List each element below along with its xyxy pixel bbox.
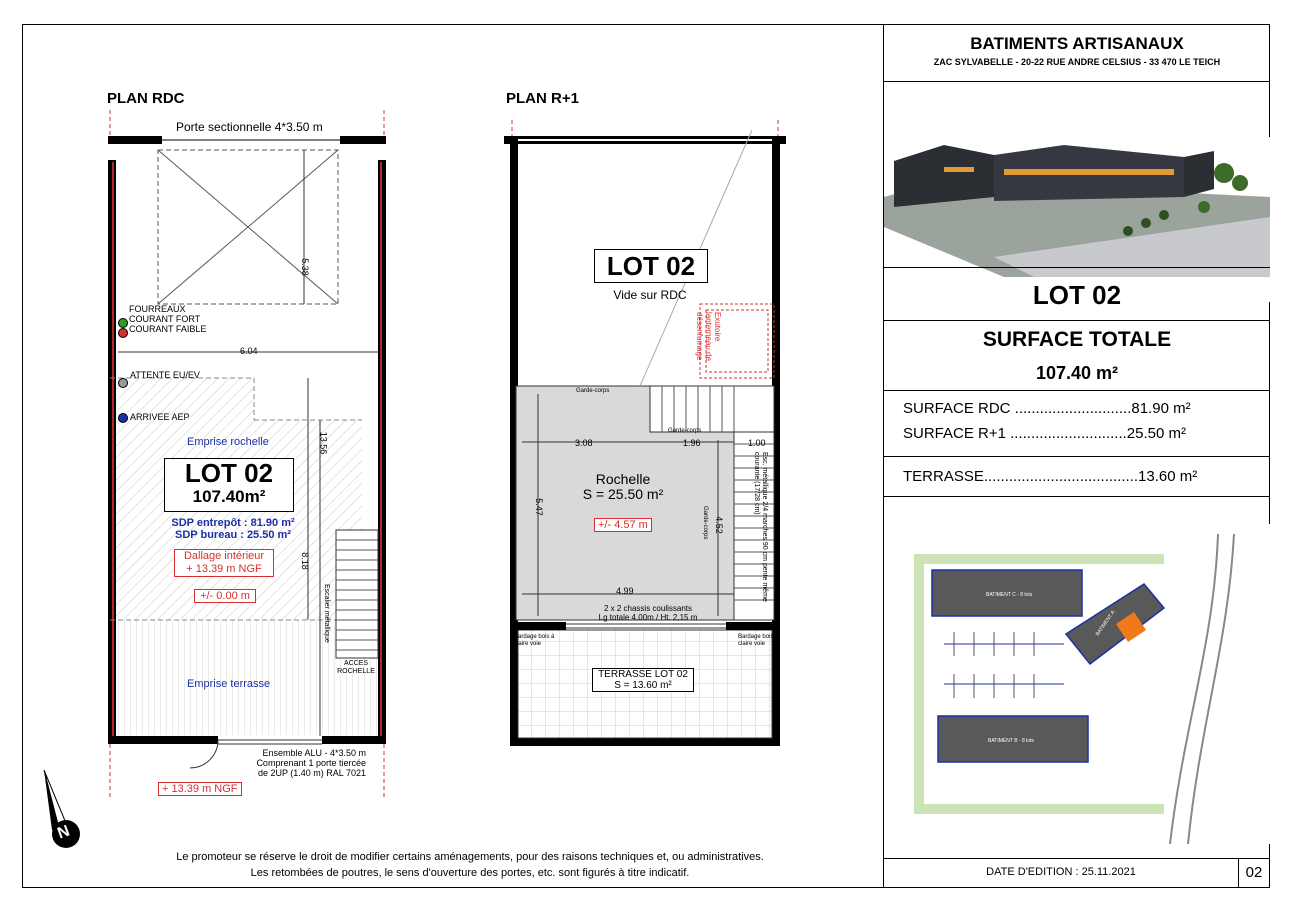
plan-rdc-title: PLAN RDC: [107, 90, 185, 107]
rochelle-label: Rochelle S = 25.50 m²: [582, 471, 664, 502]
arrivee-dot: [118, 413, 128, 423]
surface-totale-label: SURFACE TOTALE: [982, 328, 1172, 351]
plan-r1-title: PLAN R+1: [506, 90, 579, 107]
wall-bottom-right: [322, 736, 386, 744]
building-rendering: [884, 137, 1270, 302]
site-plan: [884, 524, 1270, 844]
stair: [336, 530, 378, 658]
surface-totale-value: 107.40 m²: [1035, 363, 1119, 383]
terrasse-box: TERRASSE LOT 02 S = 13.60 m²: [592, 668, 694, 692]
bardage-left: Bardage bois à claire voie: [514, 634, 555, 647]
surface-r1: SURFACE R+1 ............................25.50 m²: [903, 425, 1187, 442]
lot-box-r1: LOT 02: [594, 249, 708, 283]
emprise-rochelle-label: Emprise rochelle: [187, 436, 269, 448]
dim-452: 4.52: [713, 516, 724, 534]
level-rdc: +/- 0.00 m: [194, 589, 256, 603]
north-arrow: [38, 770, 94, 866]
exutoire-label: Exutoire lanterneau de désenfumage: [695, 312, 722, 361]
sdp-block: SDP entrepôt : 81.90 m² SDP bureau : 25.50 m²: [171, 517, 295, 541]
info-panel: [883, 24, 1270, 888]
emprise-terrasse-label: Emprise terrasse: [187, 678, 271, 690]
r1-stair-top: [650, 386, 774, 432]
garde-corps-2: Garde-corps: [668, 428, 702, 434]
panel-title: BATIMENTS ARTISANAUX: [970, 34, 1184, 53]
fourreaux-label: FOURREAUX COURANT FORT COURANT FAIBLE: [129, 304, 207, 334]
dim-818: 8.18: [299, 552, 310, 570]
dallage-box: Dallage intérieur + 13.39 m NGF: [174, 549, 274, 577]
edition-date: DATE D'EDITION : 25.11.2021: [986, 866, 1136, 878]
bat-b-label: BATIMENT B - 8 lots: [988, 738, 1034, 744]
porte-label: Porte sectionnelle 4*3.50 m: [176, 120, 323, 134]
dim-308: 3.08: [575, 438, 593, 448]
north-label: N: [55, 822, 72, 843]
courant-fort-dot: [118, 318, 128, 328]
garde-corps-1: Garde-corps: [576, 388, 610, 394]
escalier-label: Escalier métallique: [323, 584, 330, 643]
wall-top-left: [108, 136, 162, 144]
surface-rdc: SURFACE RDC ............................81.90 m²: [903, 400, 1191, 417]
garde-corps-3: Garde-corps: [702, 506, 708, 540]
dim-196: 1.96: [683, 438, 701, 448]
dim-499: 4.99: [616, 586, 634, 596]
esc-label: Esc. métallique 2/4 marches 90 cm pente même courante (17/28 cm): [753, 452, 768, 602]
bat-c-label: BATIMENT C - 8 lots: [986, 592, 1033, 598]
lot-box-rdc: [164, 458, 294, 512]
attente-dot: [118, 378, 128, 388]
ngf-label: + 13.39 m NGF: [158, 782, 242, 796]
dim-100: 1.00: [748, 438, 766, 448]
dim-538: 5.38: [299, 258, 310, 276]
attente-label: ATTENTE EU/EV: [130, 370, 200, 380]
terrasse-surface: TERRASSE.....................................13.60 m²: [903, 468, 1198, 485]
acces-label: ACCES ROCHELLE: [337, 660, 375, 675]
arrivee-label: ARRIVEE AEP: [130, 412, 190, 422]
lot-surface: 107.40m²: [192, 487, 266, 506]
wall-top-right: [340, 136, 386, 144]
chassis-label: 2 x 2 chassis coulissants Lg totale 4.00m / Ht. 2,15 m: [598, 604, 698, 622]
panel-address: ZAC SYLVABELLE - 20-22 RUE ANDRE CELSIUS - 33 470 LE TEICH: [933, 57, 1221, 67]
dim-547: 5.47: [533, 498, 544, 516]
bardage-right: Bardage bois à claire voie: [738, 634, 779, 647]
vide-label: Vide sur RDC: [613, 288, 687, 302]
bat-a-label: BATIMENT A: [1094, 609, 1117, 638]
panel-lot: LOT 02: [1032, 280, 1122, 310]
footer-disclaimer: Le promoteur se réserve le droit de modifier certains aménagements, pour des raisons techniques et, ou administratives. Les retombées de poutres, le sens d'ouverture des portes, etc. sont figurés à titre indicatif.: [176, 851, 764, 879]
page-number: 02: [1245, 864, 1263, 881]
courant-faible-dot: [118, 328, 128, 338]
dim-width: 6.04: [240, 346, 258, 356]
dim-1356: 13.56: [318, 431, 329, 455]
lot-label: LOT 02: [184, 458, 274, 488]
r1-wall-bottom: [510, 738, 780, 746]
ensemble-alu-label: Ensemble ALU - 4*3.50 m Comprenant 1 porte tiercée de 2UP (1.40 m) RAL 7021: [256, 748, 366, 778]
level-r1: +/- 4.57 m: [594, 518, 652, 532]
wall-bottom-left: [108, 736, 218, 744]
